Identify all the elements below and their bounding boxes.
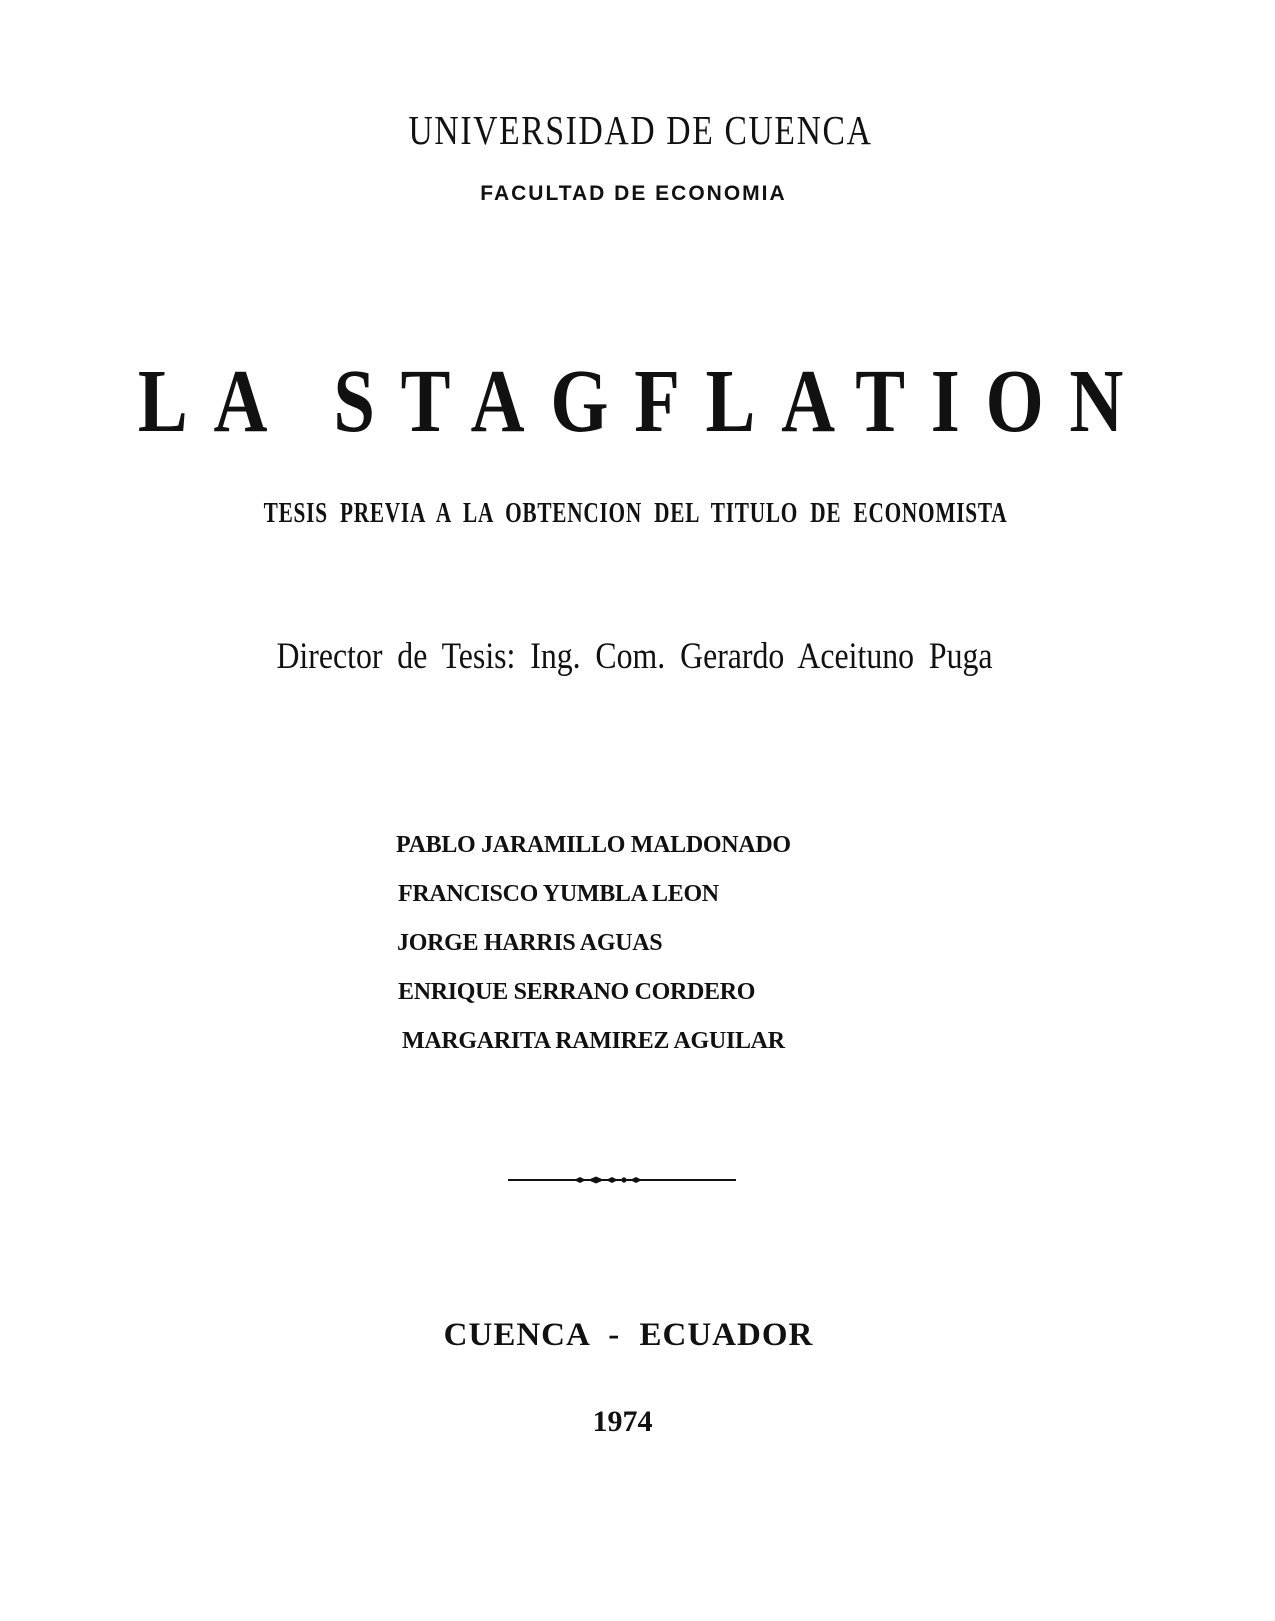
author-name: PABLO JARAMILLO MALDONADO [396,832,791,858]
place: CUENCA - ECUADOR [443,1317,814,1353]
thesis-director: Director de Tesis: Ing. Com. Gerardo Aceituno Puga [276,636,993,677]
year: 1974 [592,1405,653,1438]
author-name: JORGE HARRIS AGUAS [397,930,663,956]
thesis-subtitle: TESIS PREVIA A LA OBTENCION DEL TITULO DE ECONOMISTA [263,498,1008,529]
author-name: FRANCISCO YUMBLA LEON [398,881,719,907]
author-name: MARGARITA RAMIREZ AGUILAR [402,1028,785,1054]
university-name: UNIVERSIDAD DE CUENCA [408,107,873,153]
faculty-name: FACULTAD DE ECONOMIA [480,182,787,205]
thesis-title: LA STAGFLATION [137,352,1150,451]
author-list [396,830,791,1075]
ornamental-divider [508,1174,736,1186]
author-name: ENRIQUE SERRANO CORDERO [398,979,756,1005]
